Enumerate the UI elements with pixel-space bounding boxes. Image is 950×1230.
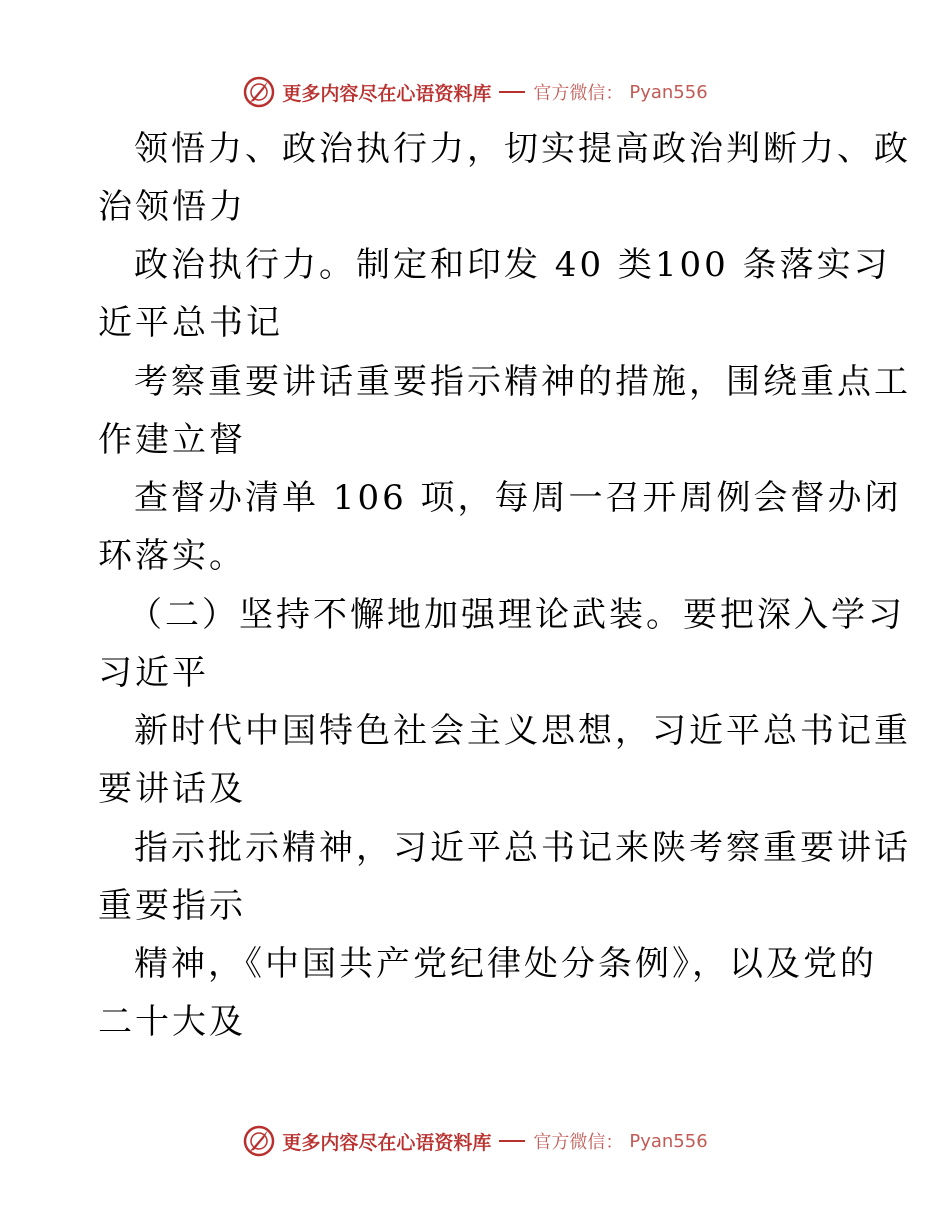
watermark-header	[0, 72, 950, 112]
watermark-dash	[499, 91, 525, 93]
text-line: 查督办清单 106 项，每周一召开周例会督办闭	[134, 478, 902, 518]
text-line: 重要指示	[98, 886, 246, 926]
text-line: 领悟力、政治执行力，切实提高政治判断力、政	[134, 129, 911, 169]
watermark-footer	[0, 1121, 950, 1161]
text-line: 二十大及	[98, 1002, 246, 1042]
text-line: 新时代中国特色社会主义思想，习近平总书记重	[134, 711, 911, 751]
watermark-wechat-id: Pyan556	[629, 1130, 708, 1152]
watermark-text: 更多内容尽在心语资料库	[282, 1131, 492, 1154]
quill-logo-icon	[242, 75, 276, 109]
text-line: 作建立督	[98, 420, 246, 460]
text-line: 要讲话及	[98, 769, 246, 809]
watermark-official-label: 官方微信：	[533, 1132, 624, 1153]
text-line: 精神，《中国共产党纪律处分条例》，以及党的	[134, 944, 877, 984]
text-line: 考察重要讲话重要指示精神的措施，围绕重点工	[134, 362, 911, 402]
watermark-official-label: 官方微信：	[533, 83, 624, 104]
watermark-text: 更多内容尽在心语资料库	[282, 82, 492, 105]
text-line: 指示批示精神，习近平总书记来陕考察重要讲话	[134, 828, 911, 868]
text-line: 政治执行力。制定和印发 40 类100 条落实习	[134, 245, 891, 285]
watermark-wechat-id: Pyan556	[629, 81, 708, 103]
section-heading-line: （二）坚持不懈地加强理论武装。要把深入学习	[128, 595, 905, 635]
watermark-dash	[499, 1140, 525, 1142]
quill-logo-icon	[242, 1124, 276, 1158]
text-line: 习近平	[98, 653, 209, 693]
text-line: 环落实。	[98, 536, 246, 576]
text-line: 近平总书记	[98, 303, 283, 343]
text-line: 治领悟力	[98, 187, 246, 227]
